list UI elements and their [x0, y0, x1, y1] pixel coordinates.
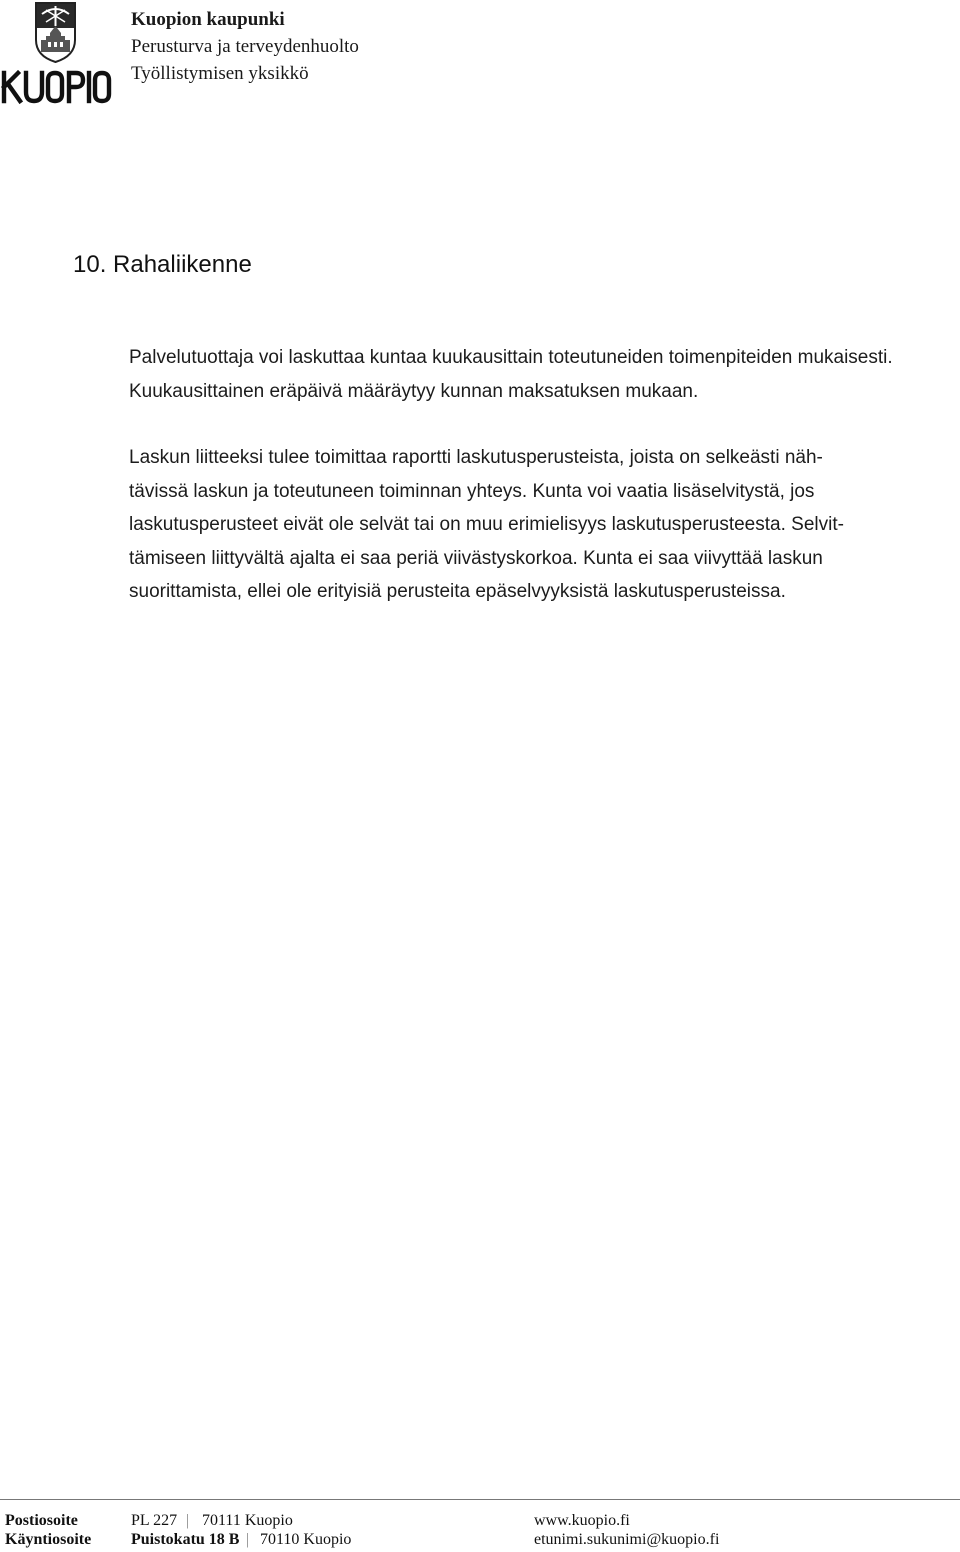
paragraph-line: laskutusperusteet eivät ole selvät tai on muu erimielisyys laskutusperusteesta. Selvit- [129, 514, 844, 535]
paragraph-line: tävissä laskun ja toteutuneen toiminnan yhteys. Kunta voi vaatia lisäselvitystä, jos [129, 480, 815, 502]
visiting-city: 70110 Kuopio [260, 1531, 352, 1548]
paragraph-line: suorittamista, ellei ole erityisiä perusteita epäselvyyksistä laskutusperusteissa. [129, 581, 786, 602]
department-name: Perusturva ja terveydenhuolto [131, 36, 359, 57]
kuopio-logo [0, 0, 112, 108]
visiting-street: Puistokatu 18 B [131, 1531, 240, 1548]
paragraph-invoicing: Palvelutuottaja voi laskuttaa kuntaa kuukausittain toteutuneiden toimenpiteiden mukaisesti. Kuukausittainen eräpäivä määräytyy kunnan maksatuksen mukaan. [129, 347, 893, 402]
email-link[interactable]: etunimi.sukunimi@kuopio.fi [534, 1531, 720, 1548]
paragraph-invoice-attachments [129, 441, 929, 609]
visiting-address-label: Käyntiosoite [5, 1531, 92, 1548]
postal-city: 70111 Kuopio [202, 1512, 293, 1529]
footer-separator: | [186, 1512, 190, 1529]
paragraph-line: tämiseen liittyvältä ajalta ei saa periä viivästyskorkoa. Kunta ei saa viivyttää laskun [129, 547, 823, 569]
unit-name: Työllistymisen yksikkö [131, 63, 309, 84]
postal-box: PL 227 [131, 1512, 178, 1529]
footer-postal-row [0, 1512, 960, 1531]
section-heading: 10. Rahaliikenne [73, 251, 252, 278]
paragraph-line: Laskun liitteeksi tulee toimittaa raportti laskutusperusteista, joista on selkeästi näh- [129, 447, 823, 468]
organization-name: Kuopion kaupunki [131, 9, 285, 30]
organization-header [131, 6, 359, 87]
footer [0, 1512, 960, 1550]
kuopio-wordmark [4, 73, 109, 101]
coat-of-arms-icon [0, 0, 112, 108]
footer-visit-row [0, 1531, 960, 1550]
website-link[interactable]: www.kuopio.fi [534, 1512, 630, 1529]
footer-divider [0, 1499, 960, 1500]
postal-address-label: Postiosoite [5, 1512, 78, 1529]
footer-separator: | [246, 1531, 250, 1548]
